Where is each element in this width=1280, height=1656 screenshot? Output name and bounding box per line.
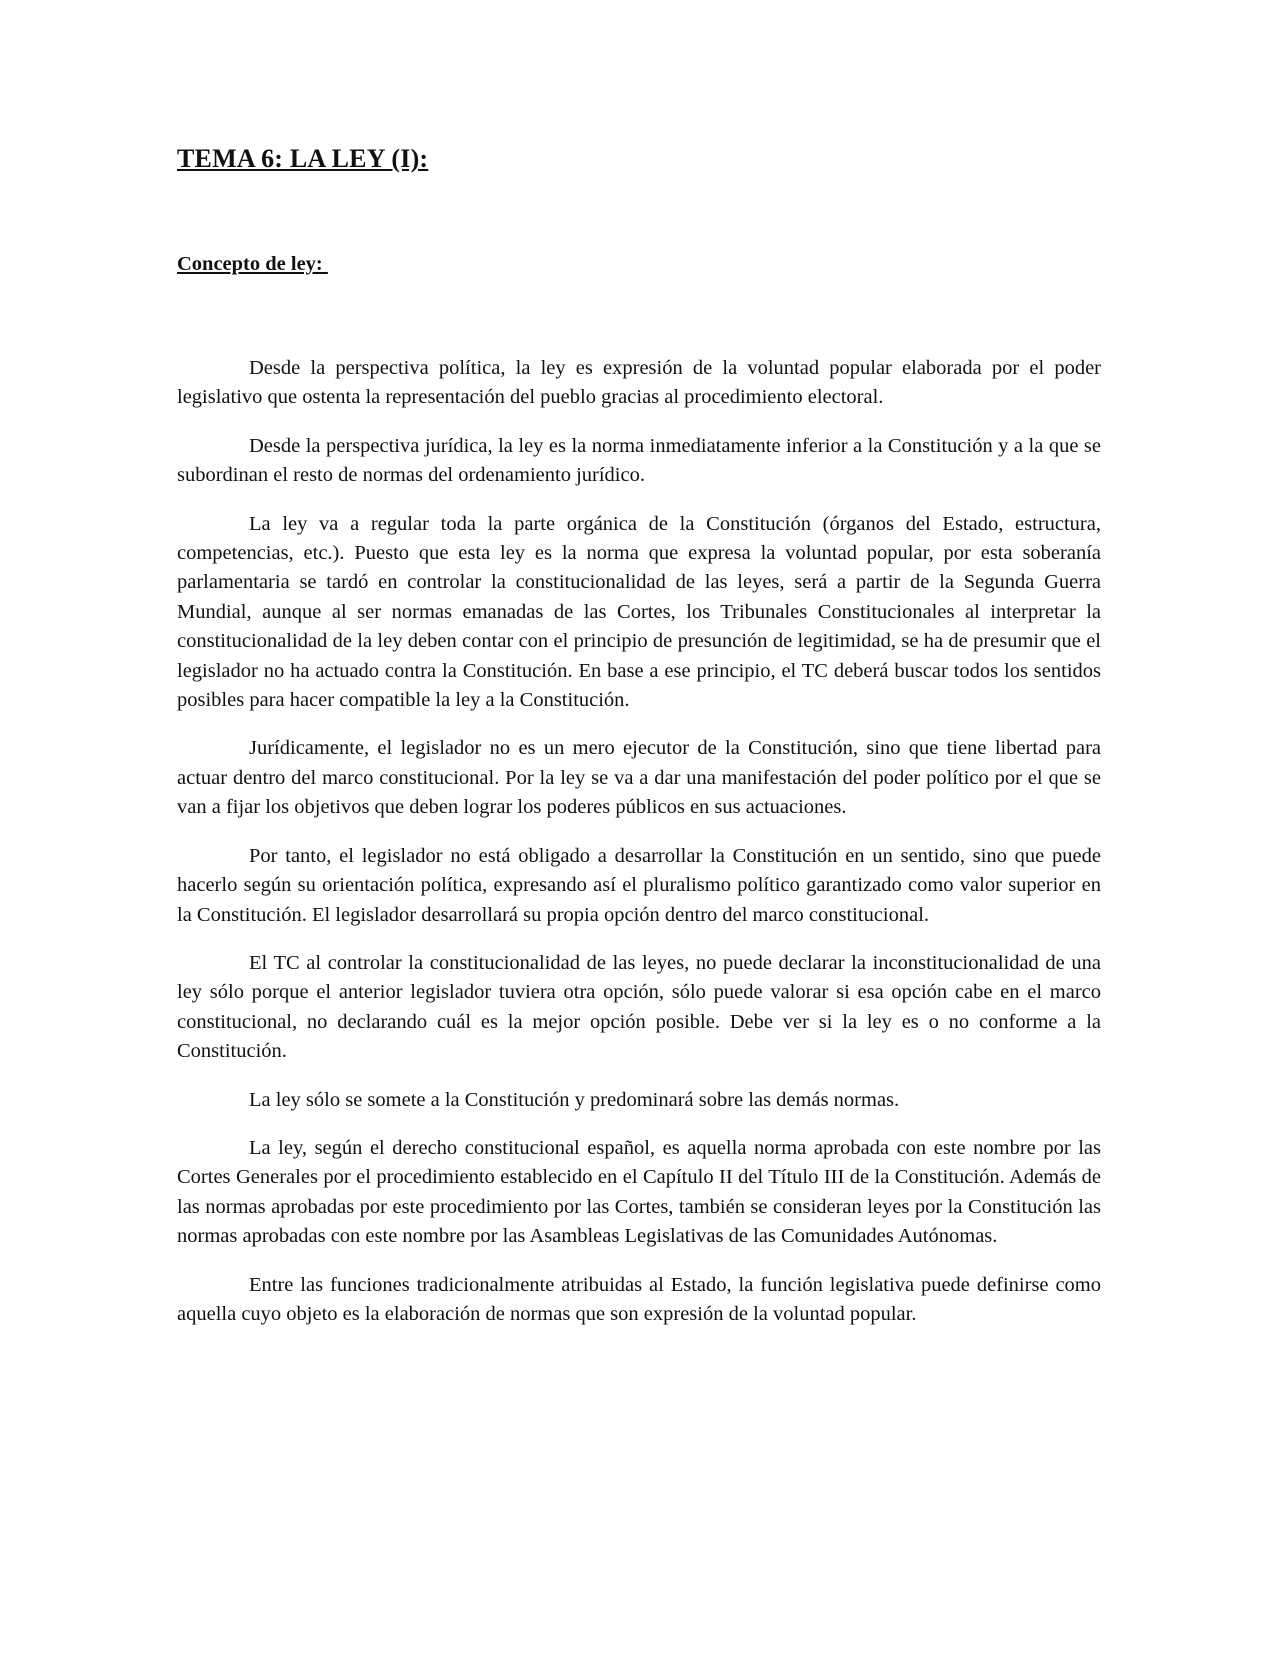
section-heading: Concepto de ley: xyxy=(177,253,328,275)
document-title: TEMA 6: LA LEY (I): xyxy=(177,144,429,173)
paragraph-1: Desde la perspectiva política, la ley es expresión de la voluntad popular elaborada por el poder legislativo que ostenta la representación del pueblo gracias al procedimiento electoral. xyxy=(177,357,1101,409)
paragraph-3: La ley va a regular toda la parte orgánica de la Constitución (órganos del Estado, estructura, competencias, etc.). Puesto que esta ley es la norma que expresa la voluntad popular, por esta soberanía parlamentaria se tardó en controlar la constitucionalidad de las leyes, será a partir de la Segunda Guerra Mundial, aunque al ser normas emanadas de las Cortes, los Tribunales Constitucionales al interpretar la constitucionalidad de la ley deben contar con el principio de presunción de legitimidad, se ha de presumir que el legislador no ha actuado contra la Constitución. En base a ese principio, el TC deberá buscar todos los sentidos posibles para hacer compatible la ley a la Constitución. xyxy=(177,512,1101,712)
paragraph-9: Entre las funciones tradicionalmente atribuidas al Estado, la función legislativa puede definirse como aquella cuyo objeto es la elaboración de normas que son expresión de la voluntad popular. xyxy=(177,1273,1101,1325)
paragraph-8: La ley, según el derecho constitucional español, es aquella norma aprobada con este nombre por las Cortes Generales por el procedimiento establecido en el Capítulo II del Título III de la Constitución. Además de las normas aprobadas por este procedimiento por las Cortes, también se consideran leyes por la Constitución las normas aprobadas con este nombre por las Asambleas Legislativas de las Comunidades Autónomas. xyxy=(177,1136,1101,1248)
paragraph-2: Desde la perspectiva jurídica, la ley es la norma inmediatamente inferior a la Constitución y a la que se subordinan el resto de normas del ordenamiento jurídico. xyxy=(177,434,1101,487)
paragraph-5: Por tanto, el legislador no está obligado a desarrollar la Constitución en un sentido, sino que puede hacerlo según su orientación política, expresando así el pluralismo político garantizado como valor superior en la Constitución. El legislador desarrollará su propia opción dentro del marco constitucional. xyxy=(177,844,1101,926)
paragraph-6: El TC al controlar la constitucionalidad de las leyes, no puede declarar la inconstitucionalidad de una ley sólo porque el anterior legislador tuviera otra opción, sólo puede valorar si esa opción cabe en el marco constitucional, no declarando cuál es la mejor opción posible. Debe ver si la ley es o no conforme a la Constitución. xyxy=(177,951,1101,1063)
document-body xyxy=(177,354,1101,1348)
paragraph-4: Jurídicamente, el legislador no es un mero ejecutor de la Constitución, sino que tiene libertad para actuar dentro del marco constitucional. Por la ley se va a dar una manifestación del poder político por el que se van a fijar los objetivos que deben lograr los poderes públicos en sus actuaciones. xyxy=(177,737,1101,819)
paragraph-7: La ley sólo se somete a la Constitución y predominará sobre las demás normas. xyxy=(249,1088,900,1111)
